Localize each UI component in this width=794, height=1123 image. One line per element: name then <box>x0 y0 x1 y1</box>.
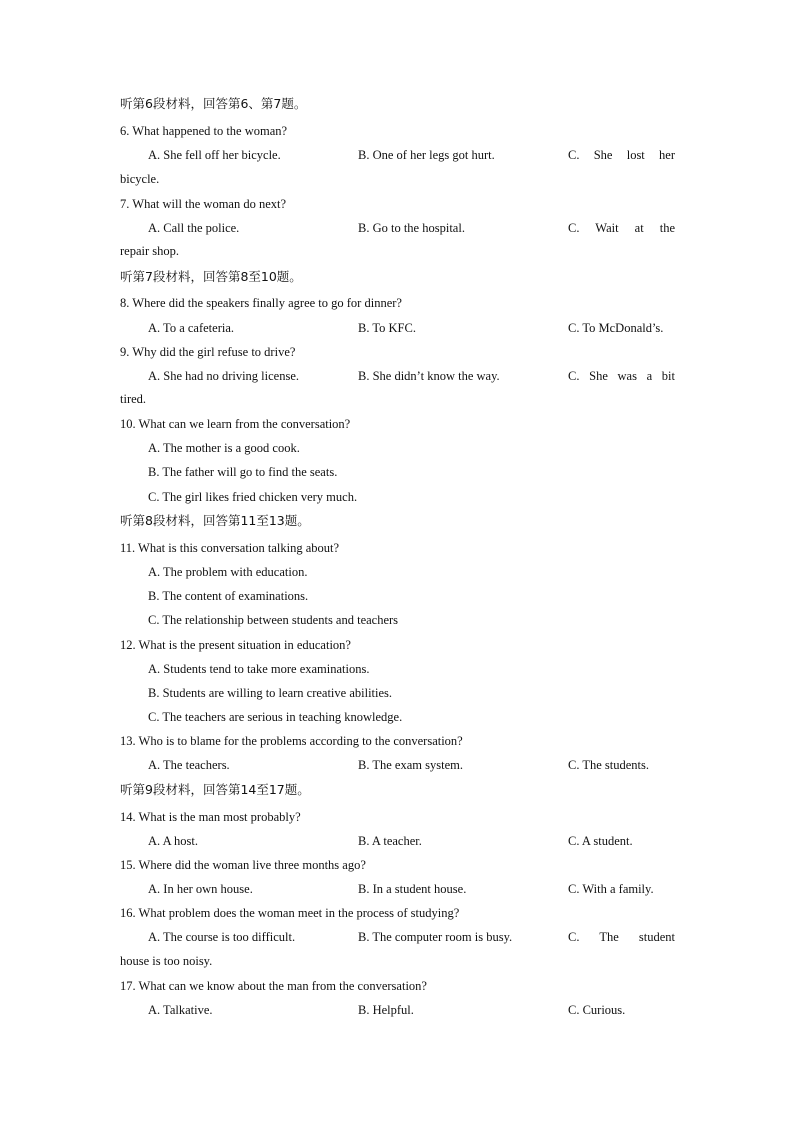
option-a: A. A host. <box>148 834 199 848</box>
question-10: 10. What can we learn from the conversation? <box>120 417 351 431</box>
option-a: A. She fell off her bicycle. <box>148 148 281 162</box>
option-a: A. The mother is a good cook. <box>148 441 300 455</box>
option-b: B. She didn’t know the way. <box>358 369 500 383</box>
option-c: C. With a family. <box>568 882 654 896</box>
option-a: A. She had no driving license. <box>148 369 300 383</box>
option-c: C. To McDonald’s. <box>568 321 664 335</box>
option-b: B. In a student house. <box>358 882 467 896</box>
question-15: 15. Where did the woman live three months ago? <box>120 858 366 872</box>
option-b: B. To KFC. <box>358 321 416 335</box>
question-17: 17. What can we know about the man from the conversation? <box>120 979 427 993</box>
question-11: 11. What is this conversation talking about? <box>120 541 340 555</box>
option-c: C. She lost her <box>568 148 675 162</box>
option-c-continuation: bicycle. <box>120 172 160 186</box>
question-16: 16. What problem does the woman meet in the process of studying? <box>120 906 460 920</box>
option-c-continuation: house is too noisy. <box>120 954 213 968</box>
option-a: A. Talkative. <box>148 1003 213 1017</box>
option-b: B. Students are willing to learn creative abilities. <box>148 686 393 700</box>
section-heading: 听第7段材料，回答第8至10题。 <box>120 269 302 284</box>
question-7: 7. What will the woman do next? <box>120 197 287 211</box>
option-c: C. The student <box>568 930 675 944</box>
option-a: A. Call the police. <box>148 221 240 235</box>
question-12: 12. What is the present situation in education? <box>120 638 351 652</box>
option-b: B. Go to the hospital. <box>358 221 465 235</box>
option-c: C. A student. <box>568 834 633 848</box>
option-b: B. Helpful. <box>358 1003 414 1017</box>
option-c: C. The girl likes fried chicken very much. <box>148 490 358 504</box>
option-b: B. A teacher. <box>358 834 422 848</box>
option-a: A. The problem with education. <box>148 565 308 579</box>
option-c-continuation: repair shop. <box>120 244 180 258</box>
option-a: A. Students tend to take more examinations. <box>148 662 370 676</box>
option-b: B. The exam system. <box>358 758 463 772</box>
option-a: A. To a cafeteria. <box>148 321 234 335</box>
section-heading: 听第6段材料，回答第6、第7题。 <box>120 96 307 111</box>
option-b: B. The father will go to find the seats. <box>148 465 338 479</box>
option-b: B. One of her legs got hurt. <box>358 148 495 162</box>
option-c: C. Wait at the <box>568 221 675 235</box>
question-13: 13. Who is to blame for the problems according to the conversation? <box>120 734 463 748</box>
question-14: 14. What is the man most probably? <box>120 810 301 824</box>
option-a: A. The course is too difficult. <box>148 930 296 944</box>
section-heading: 听第9段材料，回答第14至17题。 <box>120 782 310 797</box>
section-heading: 听第8段材料，回答第11至13题。 <box>120 513 310 528</box>
question-6: 6. What happened to the woman? <box>120 124 288 138</box>
option-c: C. The teachers are serious in teaching knowledge. <box>148 710 403 724</box>
option-c-continuation: tired. <box>120 392 147 406</box>
option-c: C. Curious. <box>568 1003 626 1017</box>
option-a: A. In her own house. <box>148 882 253 896</box>
option-c: C. The students. <box>568 758 650 772</box>
question-9: 9. Why did the girl refuse to drive? <box>120 345 296 359</box>
question-8: 8. Where did the speakers finally agree to go for dinner? <box>120 296 402 310</box>
option-a: A. The teachers. <box>148 758 230 772</box>
option-c: C. She was a bit <box>568 369 675 383</box>
option-b: B. The content of examinations. <box>148 589 309 603</box>
option-c: C. The relationship between students and teachers <box>148 613 399 627</box>
option-b: B. The computer room is busy. <box>358 930 513 944</box>
